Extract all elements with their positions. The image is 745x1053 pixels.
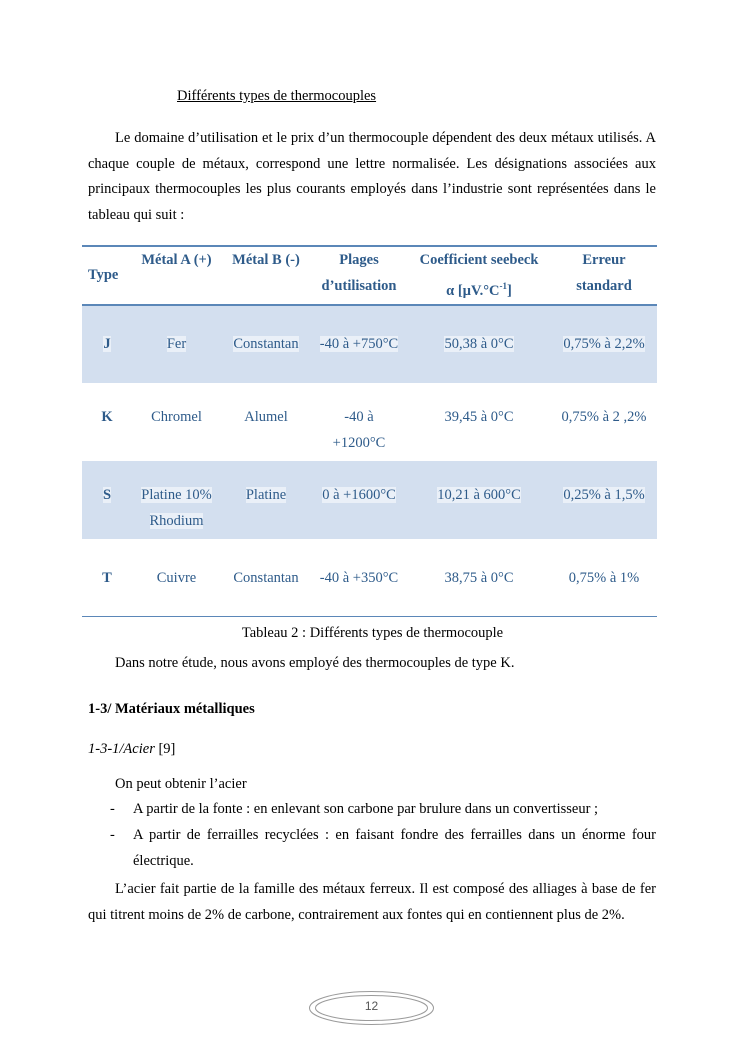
header-coefficient bbox=[407, 246, 551, 305]
heading-steel bbox=[88, 741, 175, 758]
section-title: Différents types de thermocouples bbox=[177, 88, 377, 104]
cell-metal-b: Alumel bbox=[244, 408, 288, 425]
cell-type: K bbox=[101, 408, 113, 425]
header-metal-b: Métal B (-) bbox=[232, 252, 300, 268]
study-sentence: Dans notre étude, nous avons employé des thermocouples de type K. bbox=[115, 655, 515, 671]
bullet-item: A partir de ferrailles recyclées : en faisant fondre des ferrailles dans un énorme four électrique. bbox=[133, 827, 656, 869]
steel-intro: On peut obtenir l’acier bbox=[115, 776, 247, 792]
cell-error: 0,75% à 2,2% bbox=[563, 336, 645, 353]
thermocouple-table bbox=[82, 245, 657, 617]
cell-range: 0 à +1600°C bbox=[322, 486, 396, 503]
cell-coefficient: 10,21 à 600°C bbox=[437, 486, 521, 503]
cell-coefficient: 38,75 à 0°C bbox=[444, 569, 514, 586]
intro-paragraph: Le domaine d’utilisation et le prix d’un thermocouple dépendent des deux métaux utilisés. A chaque couple de métaux, correspond une lettre normalisée. Les désignations associées aux principaux thermocouples les plus courants employés dans l’industrie sont représentées dans le tableau qui suit : bbox=[88, 130, 656, 223]
header-error-line1: Erreur bbox=[582, 252, 626, 268]
cell-error: 0,75% à 1% bbox=[568, 569, 640, 586]
cell-range: -40 à +350°C bbox=[319, 569, 399, 586]
cell-metal-b: Constantan bbox=[233, 336, 299, 353]
page-number: 12 bbox=[364, 999, 379, 1013]
outro-paragraph: L’acier fait partie de la famille des métaux ferreux. Il est composé des alliages à base de fer qui titrent moins de 2% de carbone, contrairement aux fontes qui en contiennent plus de 2%. bbox=[88, 881, 656, 923]
cell-range: -40 à +750°C bbox=[319, 336, 399, 353]
bullet-marker: - bbox=[110, 827, 115, 843]
heading-steel-ref: [9] bbox=[154, 741, 176, 757]
table-row bbox=[82, 539, 657, 617]
table-header-row bbox=[82, 246, 657, 305]
header-metal-a: Métal A (+) bbox=[141, 252, 212, 268]
cell-metal-a: Cuivre bbox=[156, 569, 197, 586]
table-row bbox=[82, 383, 657, 461]
table-row bbox=[82, 461, 657, 539]
cell-metal-b: Constantan bbox=[233, 569, 299, 586]
cell-range-line2: +1200°C bbox=[332, 434, 386, 451]
header-coeff-line1: Coefficient seebeck bbox=[419, 252, 539, 268]
cell-metal-a: Fer bbox=[166, 336, 187, 353]
header-coeff-end: ] bbox=[507, 282, 512, 299]
header-range-line2: d’utilisation bbox=[321, 278, 397, 294]
bullet-item: A partir de la fonte : en enlevant son carbone par brulure dans un convertisseur ; bbox=[133, 801, 599, 817]
header-coeff-sup: -1 bbox=[499, 281, 508, 291]
header-error-line2: standard bbox=[576, 278, 632, 294]
cell-metal-a-line1: Platine 10% bbox=[141, 486, 212, 503]
cell-type: J bbox=[103, 336, 111, 353]
cell-metal-a: Chromel bbox=[151, 408, 202, 425]
cell-metal-b: Platine bbox=[245, 486, 287, 503]
cell-type: S bbox=[102, 486, 112, 503]
header-type: Type bbox=[88, 267, 119, 284]
header-coeff-line2: α [µV.°C bbox=[446, 282, 500, 299]
cell-metal-a-line2: Rhodium bbox=[149, 512, 204, 529]
cell-error: 0,75% à 2 ,2% bbox=[561, 408, 647, 425]
cell-error: 0,25% à 1,5% bbox=[563, 486, 645, 503]
cell-coefficient: 39,45 à 0°C bbox=[444, 408, 514, 425]
heading-steel-label: 1-3-1/Acier bbox=[88, 741, 155, 757]
cell-coefficient: 50,38 à 0°C bbox=[444, 336, 514, 353]
cell-range-line1: -40 à bbox=[344, 408, 374, 425]
header-range bbox=[311, 246, 407, 305]
heading-materials: 1-3/ Matériaux métalliques bbox=[88, 701, 255, 717]
page-number-badge bbox=[308, 990, 435, 1026]
cell-range bbox=[311, 383, 407, 461]
table-row bbox=[82, 305, 657, 383]
table-caption: Tableau 2 : Différents types de thermocouple bbox=[241, 625, 504, 641]
cell-type: T bbox=[102, 569, 112, 586]
bullet-marker: - bbox=[110, 801, 115, 817]
header-range-line1: Plages bbox=[339, 252, 379, 268]
header-error bbox=[551, 246, 657, 305]
